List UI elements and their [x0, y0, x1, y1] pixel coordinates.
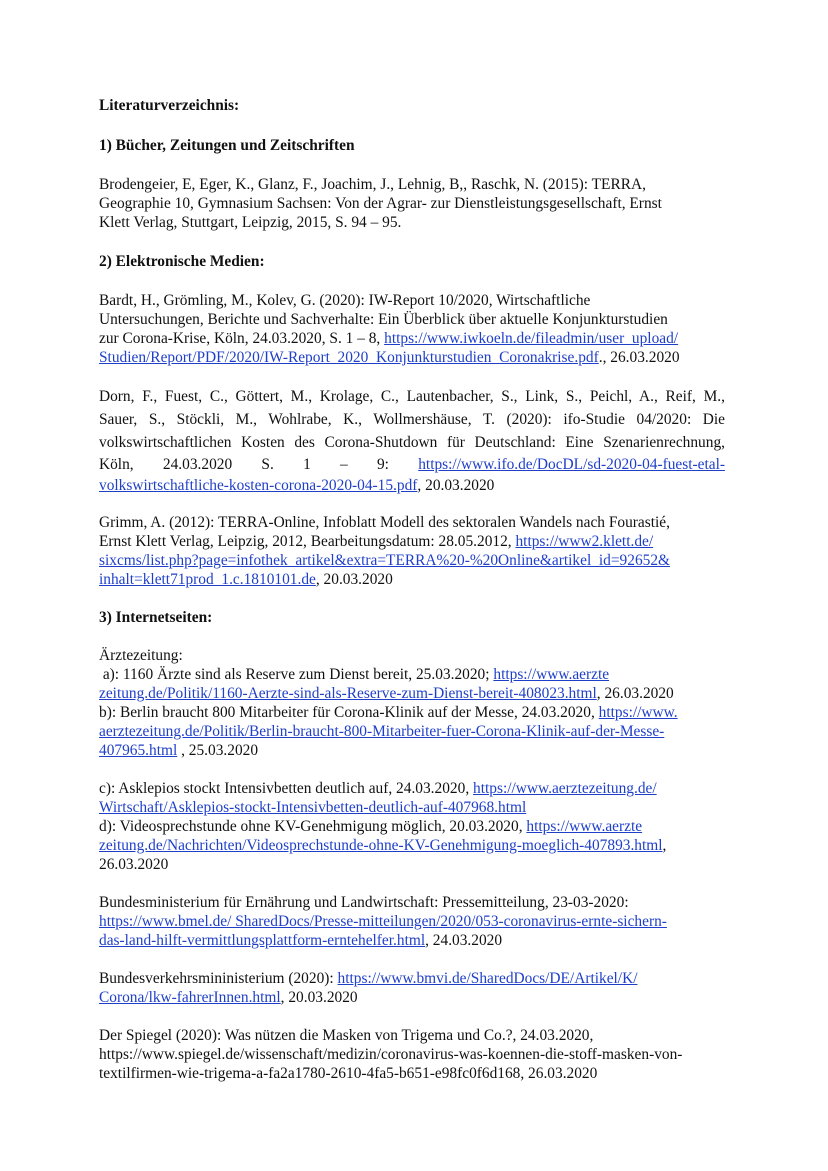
- ref-line: inhalt=klett71prod_1.c.1810101.de, 20.03.2020: [99, 571, 393, 588]
- ref-line: [99, 722, 664, 741]
- ref-line: Untersuchungen, Berichte und Sachverhalte: Ein Überblick über aktuelle Konjunkturstudien: [99, 311, 668, 328]
- aerztezeitung-link[interactable]: 407965.html: [99, 742, 178, 759]
- ref-line: https://www.spiegel.de/wissenschaft/medizin/coronavirus-was-koennen-die-stoff-masken-von-: [99, 1046, 683, 1063]
- bmel-link[interactable]: https://www.bmel.de/ SharedDocs/Presse-mitteilungen/2020/053-coronavirus-ernte-sichern-: [99, 913, 667, 930]
- page-title: Literaturverzeichnis:: [99, 97, 240, 114]
- ifo-link[interactable]: volkswirtschaftliche-kosten-corona-2020-04-15.pdf: [99, 477, 418, 494]
- bmvi-link[interactable]: https://www.bmvi.de/SharedDocs/DE/Artikel/K/: [337, 970, 638, 987]
- ref-line: volkswirtschaftliche-kosten-corona-2020-04-15.pdf, 20.03.2020: [99, 477, 495, 494]
- iwkoeln-link[interactable]: Studien/Report/PDF/2020/IW-Report_2020_Konjunkturstudien_Coronakrise.pdf: [99, 349, 599, 366]
- ref-line: zur Corona-Krise, Köln, 24.03.2020, S. 1 – 8, https://www.iwkoeln.de/fileadmin/user_upload/: [99, 330, 679, 347]
- ref-line: Geographie 10, Gymnasium Sachsen: Von der Agrar- zur Dienstleistungsgesellschaft, Ernst: [99, 195, 662, 212]
- ref-line: d): Videosprechstunde ohne KV-Genehmigung möglich, 20.03.2020, https://www.aerzte: [99, 818, 643, 835]
- bmel-link[interactable]: das-land-hilft-vermittlungsplattform-erntehelfer.html: [99, 932, 426, 949]
- ref-line: Klett Verlag, Stuttgart, Leipzig, 2015, S. 94 – 95.: [99, 214, 402, 231]
- section-heading-books: 1) Bücher, Zeitungen und Zeitschriften: [99, 137, 355, 154]
- ref-line: b): Berlin braucht 800 Mitarbeiter für Corona-Klinik auf der Messe, 24.03.2020, https://www.: [99, 704, 678, 721]
- ref-line: [99, 798, 526, 817]
- aerztezeitung-link[interactable]: https://www.: [598, 704, 678, 721]
- aerztezeitung-link[interactable]: https://www.aerztezeitung.de/: [473, 780, 657, 797]
- ref-line: zeitung.de/Nachrichten/Videosprechstunde-ohne-KV-Genehmigung-moeglich-407893.html,: [99, 837, 667, 854]
- ifo-link[interactable]: https://www.ifo.de/DocDL/sd-2020-04-fuest-etal-: [418, 456, 725, 473]
- ref-line: Bundesministerium für Ernährung und Landwirtschaft: Pressemitteilung, 23-03-2020:: [99, 894, 629, 911]
- klett-link[interactable]: inhalt=klett71prod_1.c.1810101.de: [99, 571, 316, 588]
- ref-line: Dorn, F., Fuest, C., Göttert, M., Krolage, C., Lautenbacher, S., Link, S., Peichl, A., Reif, M.,: [99, 388, 725, 405]
- aerztezeitung-link[interactable]: zeitung.de/Politik/1160-Aerzte-sind-als-Reserve-zum-Dienst-bereit-408023.html: [99, 685, 597, 702]
- aerztezeitung-link[interactable]: Wirtschaft/Asklepios-stockt-Intensivbetten-deutlich-auf-407968.html: [99, 799, 527, 816]
- ref-line: Corona/lkw-fahrerInnen.html, 20.03.2020: [99, 989, 358, 1006]
- ref-line: Grimm, A. (2012): TERRA-Online, Infoblatt Modell des sektoralen Wandels nach Fourastié,: [99, 514, 670, 531]
- bmvi-link[interactable]: Corona/lkw-fahrerInnen.html: [99, 989, 281, 1006]
- ref-line: das-land-hilft-vermittlungsplattform-erntehelfer.html, 24.03.2020: [99, 932, 503, 949]
- aerztezeitung-link[interactable]: https://www.aerzte: [493, 666, 610, 683]
- ref-line: Köln, 24.03.2020 S. 1 – 9: https://www.ifo.de/DocDL/sd-2020-04-fuest-etal-: [99, 456, 725, 473]
- ref-line: Der Spiegel (2020): Was nützen die Masken von Trigema und Co.?, 24.03.2020,: [99, 1027, 594, 1044]
- ref-line: 407965.html , 25.03.2020: [99, 742, 259, 759]
- ref-line: Bundesverkehrsmininisterium (2020): https://www.bmvi.de/SharedDocs/DE/Artikel/K/: [99, 970, 638, 987]
- section-heading-electronic: 2) Elektronische Medien:: [99, 253, 265, 270]
- iwkoeln-link[interactable]: https://www.iwkoeln.de/fileadmin/user_upload/: [384, 330, 679, 347]
- ref-line: volkswirtschaftlichen Kosten des Corona-Shutdown für Deutschland: Eine Szenarienrechnung,: [99, 434, 725, 451]
- ref-line: Studien/Report/PDF/2020/IW-Report_2020_Konjunkturstudien_Coronakrise.pdf., 26.03.2020: [99, 349, 680, 366]
- ref-line: c): Asklepios stockt Intensivbetten deutlich auf, 24.03.2020, https://www.aerztezeitung.de/: [99, 780, 657, 797]
- ref-line: Brodengeier, E, Eger, K., Glanz, F., Joachim, J., Lehnig, B,, Raschk, N. (2015): TERRA,: [99, 176, 646, 193]
- ref-line: [99, 912, 667, 931]
- ref-line: 26.03.2020: [99, 856, 169, 873]
- ref-line: a): 1160 Ärzte sind als Reserve zum Dienst bereit, 25.03.2020; https://www.aerzte: [99, 666, 610, 683]
- aerztezeitung-link[interactable]: aerztezeitung.de/Politik/Berlin-braucht-800-Mitarbeiter-fuer-Corona-Klinik-auf-der-Messe-: [99, 723, 665, 740]
- section-heading-internet: 3) Internetseiten:: [99, 609, 213, 626]
- ref-line: Ärztezeitung:: [99, 647, 183, 664]
- ref-line: textilfirmen-wie-trigema-a-fa2a1780-2610-4fa5-b651-e98fc0f6d168, 26.03.2020: [99, 1065, 598, 1082]
- ref-line: [99, 551, 670, 570]
- ref-line: zeitung.de/Politik/1160-Aerzte-sind-als-Reserve-zum-Dienst-bereit-408023.html, 26.03.2020: [99, 685, 674, 702]
- ref-line: Bardt, H., Grömling, M., Kolev, G. (2020): IW-Report 10/2020, Wirtschaftliche: [99, 292, 591, 309]
- aerztezeitung-link[interactable]: zeitung.de/Nachrichten/Videosprechstunde-ohne-KV-Genehmigung-moeglich-407893.html: [99, 837, 663, 854]
- aerztezeitung-link[interactable]: https://www.aerzte: [526, 818, 643, 835]
- klett-link[interactable]: sixcms/list.php?page=infothek_artikel&extra=TERRA%20-%20Online&artikel_id=92652&: [99, 552, 671, 569]
- ref-line: Sauer, S., Stöckli, M., Wohlrabe, K., Wollmershäuse, T. (2020): ifo-Studie 04/2020: Die: [99, 411, 725, 428]
- ref-line: Ernst Klett Verlag, Leipzig, 2012, Bearbeitungsdatum: 28.05.2012, https://www2.klett.de/: [99, 533, 654, 550]
- klett-link[interactable]: https://www2.klett.de/: [515, 533, 654, 550]
